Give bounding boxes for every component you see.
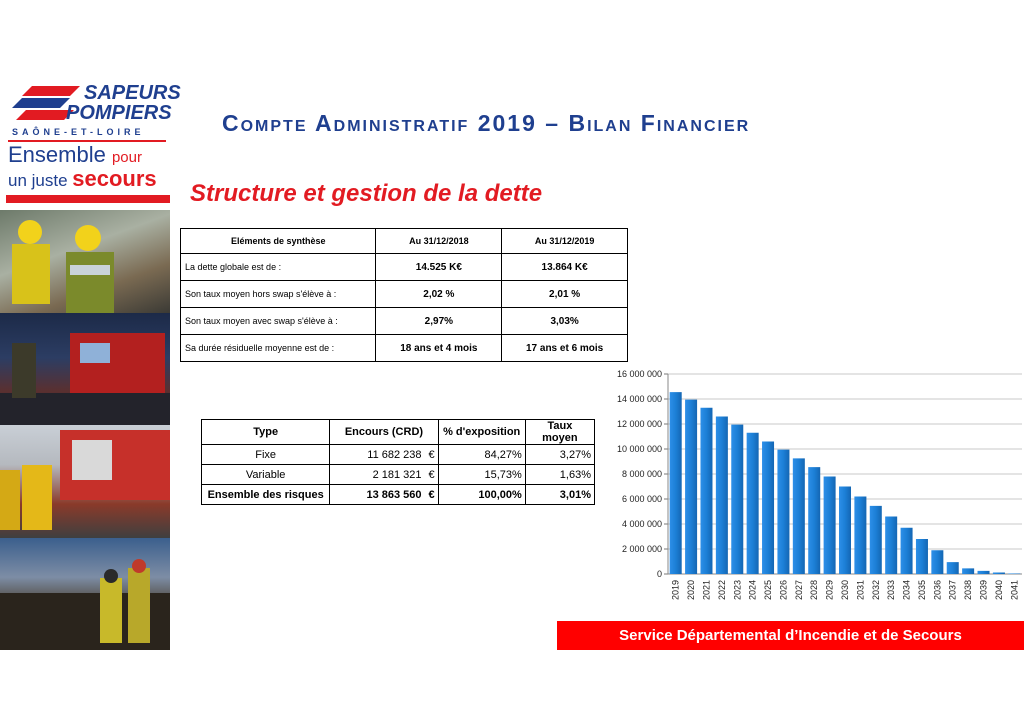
synthese-value-2018: 14.525 K€ xyxy=(376,254,502,281)
synthese-header-row xyxy=(181,229,628,254)
bar xyxy=(1008,574,1020,575)
bar xyxy=(731,425,743,574)
y-tick-label: 12 000 000 xyxy=(616,419,662,429)
risk-exposition: 84,27% xyxy=(438,445,525,465)
risk-taux: 1,63% xyxy=(525,465,594,485)
tagline-pour: pour xyxy=(111,149,142,166)
encours-value: 11 682 238 xyxy=(367,448,422,461)
x-tick-label: 2034 xyxy=(901,580,912,601)
x-tick-label: 2032 xyxy=(870,580,881,601)
risques-header: % d'exposition xyxy=(438,420,525,445)
table-row xyxy=(181,254,628,281)
x-tick-label: 2020 xyxy=(686,580,697,601)
risques-header: Encours (CRD) xyxy=(330,420,438,445)
debt-projection-chart xyxy=(608,362,1024,612)
bar xyxy=(685,400,697,574)
section-subtitle: Structure et gestion de la dette xyxy=(190,180,543,207)
risk-encours xyxy=(330,485,438,505)
risk-type: Variable xyxy=(202,465,330,485)
euro-sign: € xyxy=(428,448,435,461)
y-tick-label: 14 000 000 xyxy=(616,394,662,404)
bar xyxy=(947,562,959,574)
logo-red-bar xyxy=(6,195,170,203)
tagline-secours: secours xyxy=(72,166,157,191)
sdis71-logo xyxy=(6,80,181,210)
bar xyxy=(808,467,820,574)
bar xyxy=(747,433,759,574)
table-row-total xyxy=(202,485,595,505)
risk-type: Fixe xyxy=(202,445,330,465)
bar xyxy=(962,568,974,574)
bar xyxy=(716,417,728,575)
x-tick-label: 2024 xyxy=(747,580,758,601)
bar xyxy=(993,573,1005,575)
encours-value: 2 181 321 xyxy=(372,468,422,481)
bar xyxy=(870,506,882,574)
x-tick-label: 2023 xyxy=(732,580,743,601)
table-row xyxy=(181,281,628,308)
synthese-header: Au 31/12/2018 xyxy=(376,229,502,254)
encours-value: 13 863 560 xyxy=(366,488,422,501)
synthese-value-2018: 2,02 % xyxy=(376,281,502,308)
risk-exposition: 15,73% xyxy=(438,465,525,485)
table-row xyxy=(181,308,628,335)
x-tick-label: 2028 xyxy=(809,580,820,601)
y-tick-label: 8 000 000 xyxy=(621,469,662,479)
tagline-ensemble: Ensemble xyxy=(8,142,106,167)
bar xyxy=(931,550,943,574)
x-tick-label: 2038 xyxy=(963,580,974,601)
table-row xyxy=(202,445,595,465)
synthese-header: Eléments de synthèse xyxy=(181,229,376,254)
bar xyxy=(670,392,682,574)
risk-taux: 3,27% xyxy=(525,445,594,465)
x-tick-label: 2031 xyxy=(855,580,866,601)
logo-tagline-1 xyxy=(8,142,142,168)
x-tick-label: 2021 xyxy=(701,580,712,601)
bar xyxy=(793,458,805,574)
risk-exposition: 100,00% xyxy=(438,485,525,505)
bar xyxy=(700,408,712,574)
euro-sign: € xyxy=(428,468,435,481)
wildfire-illustration-icon xyxy=(0,538,170,650)
x-tick-label: 2029 xyxy=(824,580,835,601)
bar xyxy=(762,442,774,575)
logo-dept: SAÔNE-ET-LOIRE xyxy=(12,127,145,137)
synthese-value-2019: 2,01 % xyxy=(502,281,628,308)
photo-wildfire xyxy=(0,538,170,650)
risques-header-row xyxy=(202,420,595,445)
y-tick-label: 0 xyxy=(656,569,662,579)
photo-ambulance-team xyxy=(0,425,170,538)
x-tick-label: 2040 xyxy=(993,580,1004,601)
fire-truck-illustration-icon xyxy=(0,313,170,425)
bar xyxy=(777,450,789,574)
synthese-value-2019: 13.864 K€ xyxy=(502,254,628,281)
y-tick-label: 6 000 000 xyxy=(621,494,662,504)
ambulance-illustration-icon xyxy=(0,425,170,538)
y-tick-label: 10 000 000 xyxy=(616,444,662,454)
risk-encours xyxy=(330,445,438,465)
table-row xyxy=(202,465,595,485)
x-tick-label: 2035 xyxy=(916,580,927,601)
bar xyxy=(885,517,897,575)
tagline-un-juste: un juste xyxy=(8,171,68,190)
y-tick-label: 2 000 000 xyxy=(621,544,662,554)
x-tick-label: 2027 xyxy=(793,580,804,601)
bar xyxy=(854,497,866,575)
y-tick-label: 16 000 000 xyxy=(616,369,662,379)
x-tick-label: 2036 xyxy=(932,580,943,601)
synthese-value-2019: 3,03% xyxy=(502,308,628,335)
x-tick-label: 2033 xyxy=(886,580,897,601)
photo-firefighters-rescue xyxy=(0,210,170,313)
synthese-label: Sa durée résiduelle moyenne est de : xyxy=(181,335,376,362)
synthese-table xyxy=(180,228,628,362)
bar xyxy=(839,487,851,575)
x-tick-label: 2026 xyxy=(778,580,789,601)
risques-header: Taux moyen xyxy=(525,420,594,445)
logo-tagline-2 xyxy=(8,166,157,192)
logo-line2: POMPIERS xyxy=(66,102,172,124)
x-tick-label: 2030 xyxy=(840,580,850,601)
page-title: Compte Administratif 2019 – Bilan Financier xyxy=(222,110,751,136)
firefighters-illustration-icon xyxy=(0,210,170,313)
risk-type: Ensemble des risques xyxy=(202,485,330,505)
bar xyxy=(824,477,836,575)
bar xyxy=(916,539,928,574)
x-tick-label: 2037 xyxy=(947,580,958,601)
synthese-value-2018: 2,97% xyxy=(376,308,502,335)
bar xyxy=(901,528,913,574)
bar xyxy=(978,571,990,574)
synthese-value-2018: 18 ans et 4 mois xyxy=(376,335,502,362)
synthese-value-2019: 17 ans et 6 mois xyxy=(502,335,628,362)
x-tick-label: 2019 xyxy=(670,580,681,601)
risques-table xyxy=(201,419,595,505)
table-row xyxy=(181,335,628,362)
risk-encours xyxy=(330,465,438,485)
logo-line1: SAPEURS xyxy=(84,82,181,104)
x-tick-label: 2022 xyxy=(716,580,727,601)
synthese-header: Au 31/12/2019 xyxy=(502,229,628,254)
photo-fire-truck-night xyxy=(0,313,170,425)
synthese-label: Son taux moyen avec swap s'élève à : xyxy=(181,308,376,335)
footer-banner: Service Départemental d’Incendie et de Secours xyxy=(557,621,1024,650)
x-tick-label: 2039 xyxy=(978,580,989,601)
x-tick-label: 2025 xyxy=(763,580,774,601)
euro-sign: € xyxy=(428,488,435,501)
x-tick-label: 2041 xyxy=(1009,580,1020,601)
risques-header: Type xyxy=(202,420,330,445)
risk-taux: 3,01% xyxy=(525,485,594,505)
synthese-label: La dette globale est de : xyxy=(181,254,376,281)
synthese-label: Son taux moyen hors swap s'élève à : xyxy=(181,281,376,308)
y-tick-label: 4 000 000 xyxy=(621,519,662,529)
